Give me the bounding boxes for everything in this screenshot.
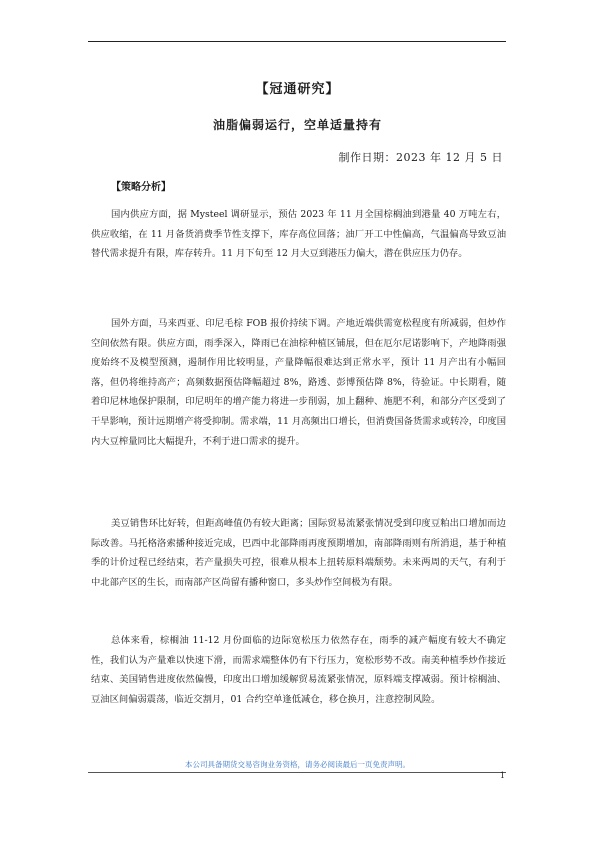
page-number: 1 <box>499 771 505 780</box>
report-title: 油脂偏弱运行，空单适量持有 <box>212 118 382 132</box>
disclaimer-notice: 本公司具备期货交易咨询业务资格，请务必阅读最后一页免责声明。 <box>185 760 410 769</box>
footer-rule <box>88 772 506 773</box>
header-rule <box>88 41 506 42</box>
brand-title: 【冠通研究】 <box>255 82 340 97</box>
paragraph-domestic-supply: 国内供应方面，据 Mysteel 调研显示，预估 2023 年 11 月全国棕榈油到港量 40 万吨左右，供应收缩，在 11 月备货消费季节性支撑下，库存高位回落；油厂开工中性偏高，气温偏高导致豆油替代需求提升有限，库存转升。11 月下旬至 12 月大豆到港压力偏大，潜在供应压力仍存。 <box>91 209 506 260</box>
paragraph-summary: 总体来看，棕榈油 11-12 月份面临的边际宽松压力依然存在，雨季的减产幅度有较大不确定性，我们认为产量难以快速下滑，而需求端整体仍有下行压力，宽松形势不改。南美种植季炒作接近结束、美国销售进度依然偏慢，印度出口增加缓解贸易流紧张情况，原料端支撑减弱。预计棕榈油、豆油区间偏弱震荡，临近交割月，01 合约空单逢低减仓，移仓换月，注意控制风险。 <box>91 635 506 705</box>
paragraph-foreign-supply: 国外方面，马来西亚、印尼毛棕 FOB 报价持续下调。产地近端供需宽松程度有所减弱，但炒作空间依然有限。供应方面，雨季深入，降雨已在油棕种植区铺展，但在厄尔尼诺影响下，产地降雨强度始终不及模型预测，遏制作用比较明显，产量降幅很难达到正常水平，预计 11 月产出有小幅回落，但仍将维持高产；高频数据预估降幅超过 8%，路透、彭博预估降 8%，待验证。中长期看，随着印尼林地保护限制，印尼明年的增产能力将进一步削弱，加上翻种、施肥不利，和部分产区受到了干旱影响，预计远期增产将受抑制。需求端，11 月高频出口增长，但消费国备货需求或转冷，印度国内大豆榨量同比大幅提升，不利于进口需求的提升。 <box>91 318 506 447</box>
section-heading: 【策略分析】 <box>111 182 171 193</box>
report-date: 制作日期：2023 年 12 月 5 日 <box>338 151 503 164</box>
paragraph-us-soybean: 美豆销售环比好转，但距高峰值仍有较大距离；国际贸易流紧张情况受到印度豆粕出口增加而边际改善。马托格洛索播种接近完成，巴西中北部降雨再度预期增加，南部降雨则有所消退，基于种植季的计价过程已经结束，若产量损失可控，很难从根本上扭转原料端颓势。未来两周的天气，有利于中北部产区的生长，而南部产区尚留有播种窗口，多头炒作空间极为有限。 <box>91 518 506 588</box>
